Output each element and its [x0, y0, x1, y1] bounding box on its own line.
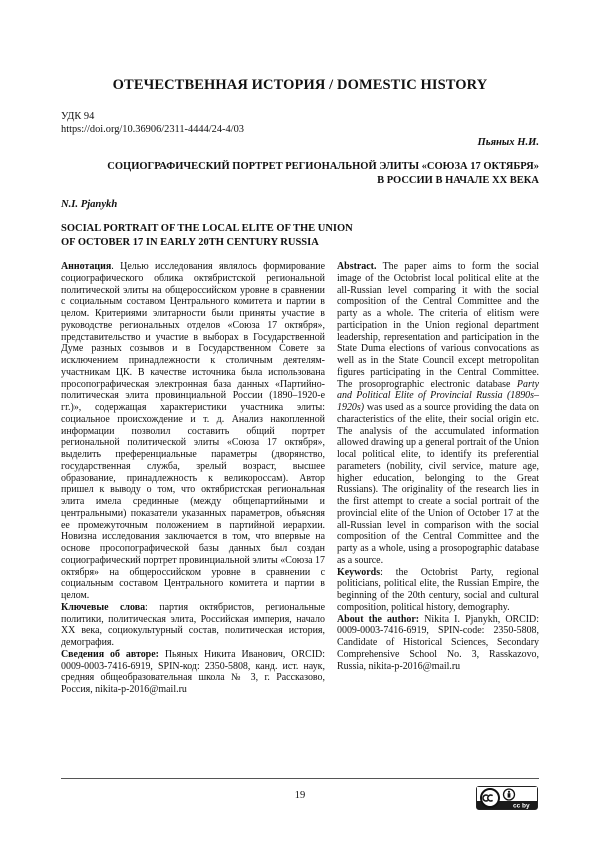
- about-author-ru: [61, 649, 325, 696]
- keywords-en-label: Keywords: [337, 566, 381, 578]
- article-title-en: [61, 222, 461, 249]
- creative-commons-by-icon: [477, 787, 537, 809]
- title-en-line-2: OF OCTOBER 17 IN EARLY 20TH CENTURY RUSSIA: [61, 236, 319, 248]
- page-number: 19: [294, 790, 306, 801]
- keywords-en: [337, 567, 539, 614]
- article-meta: [61, 111, 244, 136]
- article-title-ru: [61, 160, 539, 187]
- abstract-en: [337, 261, 539, 567]
- about-author-ru-text: Пьяных Никита Иванович, ORCID: 0009-0003-7416-6919, SPIN-код: 2350-5808, канд. ист. наук, средняя общеобразовательная школа № 3, г. Рассказово, Россия, nikita-p-2016@mail.ru: [61, 648, 325, 695]
- keywords-ru-label: Ключевые слова: [61, 601, 146, 613]
- abstract-column-en: [337, 261, 539, 672]
- keywords-ru-text: : партия октябристов, региональные политики, политическая элита, Российская империя, начало XX века, социокультурный состав, политическая история, демография.: [61, 601, 325, 648]
- about-author-en-text: Nikita I. Pjanykh, ORCID: 0009-0003-7416-6919, SPIN-code: 2350-5808, Candidate of Historical Sciences, Secondary Comprehensive School No. 3, Rasskazovo, Russia, nikita-p-2016@mail.ru: [337, 613, 539, 672]
- title-ru-line-1: СОЦИОГРАФИЧЕСКИЙ ПОРТРЕТ РЕГИОНАЛЬНОЙ ЭЛИТЫ «СОЮЗА 17 ОКТЯБРЯ»: [107, 161, 539, 172]
- title-en-line-1: SOCIAL PORTRAIT OF THE LOCAL ELITE OF THE UNION: [61, 223, 353, 234]
- abstract-en-text-b: was used as a source providing the data on characteristics of the elite, their social origin etc. The analysis of the accumulated information allowed drawing up a general portrait of the Union local political elite, to identify its preferential parameters (nobility, civil service, mature age, higher education, belonging to the Great Russians). The originality of the research lies in the first attempt to create a social portrait of the provincial elite of the Union of October 17 at the all-Russian level in comparison with the social composition of the Central Committee and the party as a whole, using a prosopographic database as a source.: [337, 402, 539, 566]
- abstract-ru-label: Аннотация: [61, 261, 112, 272]
- license-badge[interactable]: [476, 786, 538, 810]
- keywords-ru: [61, 602, 325, 649]
- abstract-en-text-a: The paper aims to form the social image of the Octobrist local political elite at the all-Russian level comparing it with the social composition of the Central Committee and the party as a whole. The criteria of elitism were participation in the Union regional department leadership, representation and participation in the State Duma elections of various convocations as well as in the State Council except metropolitan figures participating in the Central Committee. The prosoprographic electronic database: [337, 261, 539, 390]
- database-name: Party and Political Elite of Provincial Russia (1890s–1920s): [337, 378, 539, 413]
- about-author-en-label: About the author:: [337, 613, 420, 625]
- doi-link[interactable]: https://doi.org/10.36906/2311-4444/24-4/03: [61, 123, 244, 135]
- keywords-en-text: : the Octobrist Party, regional politicians, political elite, the Russian Empire, the beginning of the 20th century, social and cultural composition, political history, demography.: [337, 566, 539, 613]
- about-author-en: [337, 614, 539, 673]
- section-title: ОТЕЧЕСТВЕННАЯ ИСТОРИЯ / DOMESTIC HISTORY: [112, 77, 488, 93]
- footer-divider: [61, 778, 539, 779]
- title-ru-line-2: В РОССИИ В НАЧАЛЕ XX ВЕКА: [377, 174, 539, 186]
- author-en: N.I. Pjanykh: [61, 199, 118, 210]
- abstract-ru: [61, 261, 325, 602]
- abstract-en-label: Abstract.: [337, 261, 377, 272]
- abstract-ru-text: . Целью исследования являлось формирование социографического облика октябристской региональной политической элиты на общероссийском уровне в сравнении с социальным составом Центрального комитета и партии в целом. Критериями элитарности были приняты участие в руководстве региональных отделов «Союза 17 октября», представительство и участие в выборах в Государственной Думе разных созывов и в Государственном Совете за исключением принадлежности к столичным деятелям-участникам ЦК. В качестве источника была использована просопографическая электронная база данных «Партийно-политическая элита провинциальной России (1890–1920-е гг.)», содержащая характеристики участника элиты: социальное происхождение и т. д. Анализ накопленной информации позволил составить общий портрет региональной политической элиты «Союза 17 октября», выделить преференциальные параметры (дворянство, государственная служба, зрелый возраст, высшее образование, принадлежность к великороссам). Автор пришел к выводу о том, что октябристская региональная элита имела срединные (между общепартийными и центральными) показатели указанных параметров, объясняя ее промежуточным положением в партийной иерархии. Новизна исследования заключается в том, что впервые на основе просопографической базы данных был создан социографический портрет провинциальной элиты «Союза 17 октября» на общероссийском уровне в сравнении с социальным составом Центрального комитета и партии в целом.: [61, 261, 325, 601]
- abstract-column-ru: [61, 261, 325, 696]
- license-badge-label: cc by: [513, 802, 530, 809]
- author-ru: Пьяных Н.И.: [477, 137, 539, 148]
- udc-code: УДК 94: [61, 111, 95, 122]
- about-author-ru-label: Сведения об авторе:: [61, 648, 159, 660]
